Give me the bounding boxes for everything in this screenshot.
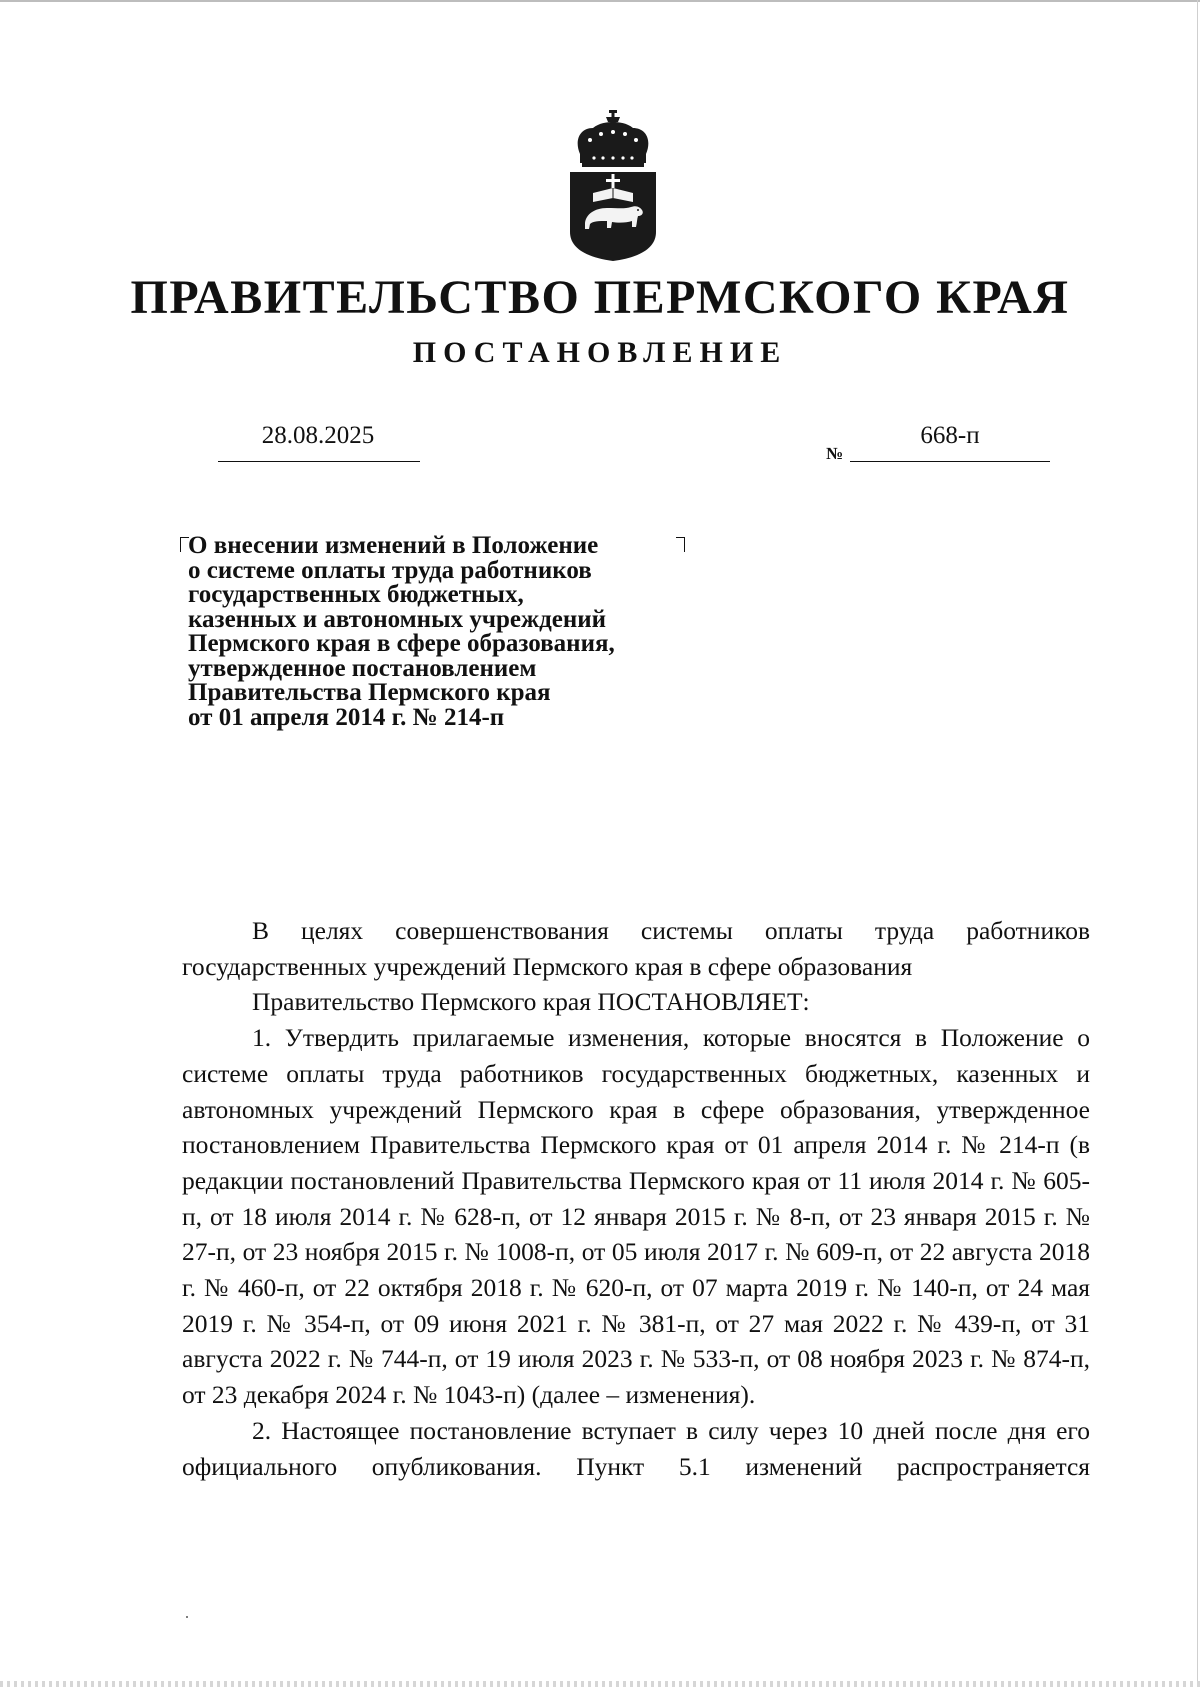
subject-line: Правительства Пермского края	[188, 679, 551, 706]
number-underline	[850, 461, 1050, 462]
perm-krai-coat-of-arms-icon	[566, 110, 660, 262]
subject-line: О внесении изменений в Положение	[188, 532, 599, 559]
date-underline	[218, 461, 420, 462]
subject-line: о системе оплаты труда работников	[188, 556, 592, 584]
document-type-title: ПОСТАНОВЛЕНИЕ	[412, 336, 788, 369]
subject-line: Пермского края в сфере образования,	[188, 630, 615, 657]
subject-line: от 01 апреля 2014 г. № 214-п	[188, 703, 505, 731]
scan-speck	[186, 1616, 188, 1618]
scan-edge-top	[0, 0, 1200, 2]
decree-paragraph: Правительство Пермского края ПОСТАНОВЛЯЕТ:	[252, 987, 810, 1017]
subject-line: государственных бюджетных,	[188, 581, 524, 608]
item-2-paragraph: 2. Настоящее постановление вступает в силу через 10 дней после дня его официального опубликования. Пункт 5.1 изменений распространяется	[182, 1415, 1090, 1481]
scan-edge-bottom	[0, 1681, 1200, 1687]
item-1-paragraph: 1. Утвердить прилагаемые изменения, которые вносятся в Положение о системе оплаты труда работников государственных бюджетных, казенных и автономных учреждений Пермского края в сфере образования, утвержденное постановлением Правительства Пермского края от 01 апреля 2014 г. № 214-п (в редакции постановлений Правительства Пермского края от 11 июля 2014 г. № 605-п, от 18 июля 2014 г. № 628-п, от 12 января 2015 г. № 8-п, от 23 января 2015 г. № 27-п, от 23 ноября 2015 г. № 1008-п, от 05 июля 2017 г. № 609-п, от 22 августа 2018 г. № 460-п, от 22 октября 2018 г. № 620-п, от 07 марта 2019 г. № 140-п, от 24 мая 2019 г. № 354-п, от 09 июня 2021 г. № 381-п, от 27 мая 2022 г. № 439-п, от 31 августа 2022 г. № 744-п, от 19 июля 2023 г. № 533-п, от 08 ноября 2023 г. № 874-п, от 23 декабря 2024 г. № 1043-п) (далее – изменения).	[182, 1023, 1090, 1410]
document-body	[182, 913, 1090, 1484]
number-sign: №	[826, 444, 844, 463]
subject-line: утвержденное постановлением	[188, 654, 537, 682]
subject-line: казенных и автономных учреждений	[188, 605, 607, 633]
government-title: ПРАВИТЕЛЬСТВО ПЕРМСКОГО КРАЯ	[130, 271, 1070, 324]
preamble-paragraph: В целях совершенствования системы оплаты труда работников государственных учреждений Пермского края в сфере образования	[182, 916, 1090, 981]
document-subject	[188, 534, 708, 730]
scan-edge-right	[1197, 0, 1198, 1687]
document-number: 668-п	[920, 422, 980, 449]
document-date: 28.08.2025	[261, 422, 375, 449]
